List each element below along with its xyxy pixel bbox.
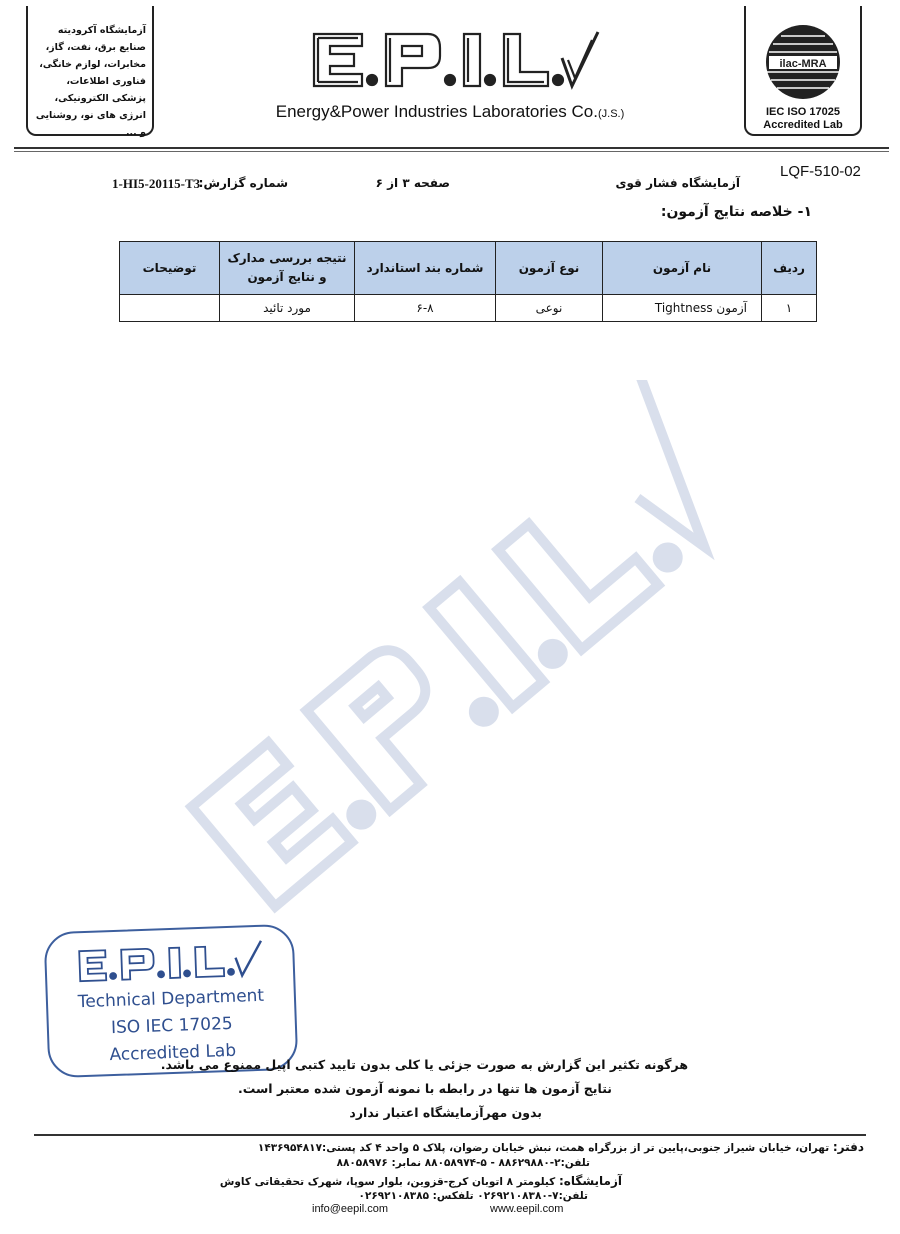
header-divider-thin (14, 151, 889, 152)
notice-line-1: هرگونه تکثیر این گزارش به صورت جزئی یا کلی بدون تایید کتبی اپیل ممنوع می باشد. (160, 1057, 688, 1072)
company-suffix: (J.S.) (597, 108, 625, 120)
header-test-name: نام آزمون (603, 242, 762, 295)
lab-name: آزمایشگاه فشار قوی (615, 176, 740, 190)
ilac-mra-label: ilac-MRA (779, 58, 827, 70)
accreditation-badge (744, 6, 862, 136)
stamp-line-3: Accredited Lab (109, 1040, 237, 1066)
office-address-line (258, 1140, 864, 1154)
report-number-label: شماره گزارش: (198, 176, 288, 190)
lab-address: کیلومتر ۸ اتوبان کرج-قزوین، بلوار سوپا، شهرک تحقیقاتی کاوش (219, 1176, 556, 1188)
header-standard-clause: شماره بند استاندارد (355, 242, 496, 295)
cell-row-number: ۱ (762, 295, 817, 322)
lab-label: آزمایشگاه: (558, 1174, 622, 1188)
office-label: دفتر: (832, 1140, 864, 1154)
section-title: ۱- خلاصه نتایج آزمون: (660, 204, 812, 220)
lab-phone: تلفن:۷-۰۲۶۹۲۱۰۸۳۸۰ تلفکس: ۰۲۶۹۲۱۰۸۳۸۵ (358, 1190, 588, 1202)
office-address: تهران، خیابان شیراز جنوبی،پایین تر از بزرگراه همت، نبش خیابان رضوان، پلاک ۵ واحد ۴ کد پستی:۱۴۳۶۹۵۴۸۱۷ (257, 1142, 830, 1154)
cell-test-name: آزمون Tightness (603, 295, 762, 322)
office-phone: تلفن:۲-۸۸۶۲۹۸۸۰ - ۵-۸۸۰۵۸۹۷۴ نمابر: ۸۸۰۵۸۹۷۶ (336, 1157, 590, 1169)
badge-line-2: Accredited Lab (763, 119, 843, 131)
header-divider (14, 147, 889, 149)
stamp-line-2: ISO IEC 17025 (110, 1013, 234, 1039)
lab-address-line (220, 1174, 622, 1188)
technical-department-stamp (44, 924, 299, 1079)
report-number: 1-HI5-20115-T3 (112, 176, 201, 191)
header-test-type: نوع آزمون (496, 242, 603, 295)
cell-standard-clause: ۶-۸ (355, 295, 496, 322)
header-row-number: ردیف (762, 242, 817, 295)
email-link[interactable]: info@eepil.com (312, 1203, 388, 1215)
notice-line-2: نتایج آزمون ها تنها در رابطه با نمونه آزمون شده معتبر است. (238, 1081, 612, 1096)
company-name (200, 102, 700, 122)
lab-description-box (26, 6, 154, 136)
footer-divider (34, 1134, 866, 1136)
table-header-row (120, 242, 817, 295)
notice-line-3: بدون مهرآزمایشگاه اعتبار ندارد (349, 1105, 542, 1120)
lab-description: آزمایشگاه آکرودیته صنایع برق، نفت، گاز، مخابرات، لوازم خانگی، فناوری اطلاعات، پزشکی الکترونیکی، انرژی های نو، روشنایی و ... (35, 25, 146, 138)
epil-logo (300, 28, 600, 92)
ilac-mra-icon (763, 22, 843, 102)
table-row (120, 295, 817, 322)
cell-comments (120, 295, 220, 322)
header-result: نتیجه بررسی مدارک و نتایج آزمون (220, 242, 355, 295)
form-code: LQF-510-02 (780, 163, 861, 180)
results-table (119, 241, 817, 322)
epil-watermark (120, 380, 800, 940)
cell-test-type: نوعی (496, 295, 603, 322)
website-link[interactable]: www.eepil.com (490, 1203, 564, 1215)
page-number: صفحه ۳ از ۶ (375, 176, 450, 190)
header-comments: توضیحات (120, 242, 220, 295)
company-name-text: Energy&Power Industries Laboratories Co. (275, 102, 598, 121)
badge-line-1: IEC ISO 17025 (766, 106, 840, 118)
stamp-line-1: Technical Department (77, 985, 265, 1013)
stamp-logo (69, 939, 270, 986)
cell-result: مورد تائید (220, 295, 355, 322)
